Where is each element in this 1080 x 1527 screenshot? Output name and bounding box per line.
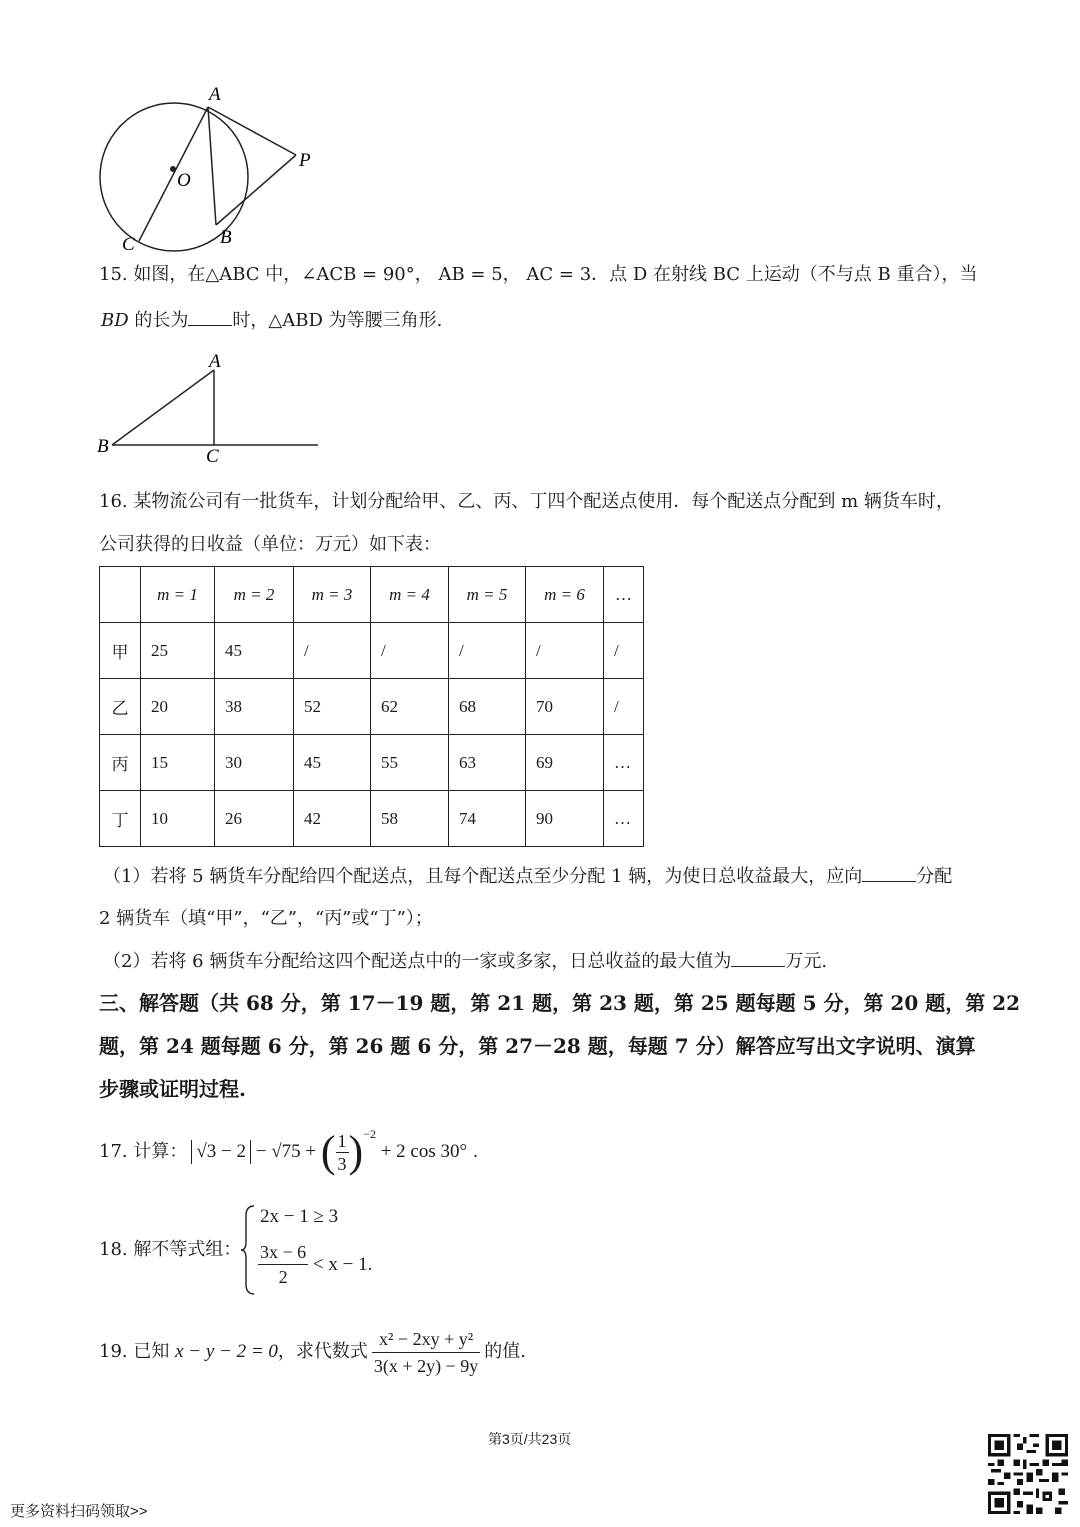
table-cell: / [449, 623, 526, 679]
table-cell: 45 [215, 623, 294, 679]
table-row [100, 679, 644, 735]
q19-mid: ，求代数式 [277, 1341, 368, 1362]
table-cell: … [604, 791, 644, 847]
q17-root: − √75 + [251, 1141, 321, 1162]
table-cell: 70 [526, 679, 604, 735]
table-row [100, 623, 644, 679]
label-o: O [177, 170, 191, 191]
q16-line2: 公司获得的日收益（单位：万元）如下表： [99, 534, 441, 555]
qr-code-icon[interactable] [988, 1434, 1068, 1514]
q18-frac-num: 3x − 6 [258, 1240, 308, 1265]
q16-sub2-answer-blank[interactable] [731, 948, 785, 967]
table-cell: 30 [215, 735, 294, 791]
q17-abs: √3 − 2 [191, 1140, 251, 1164]
table-cell: / [526, 623, 604, 679]
table-header-cell: m = 6 [526, 567, 604, 623]
table-cell: / [371, 623, 449, 679]
label-a: A [209, 351, 221, 372]
table-header-cell: m = 5 [449, 567, 526, 623]
label-b: B [220, 227, 232, 248]
table-cell: 74 [449, 791, 526, 847]
q19-tail: 的值. [484, 1341, 526, 1362]
q15-line2-tail: 时，△ABD 为等腰三角形. [232, 310, 443, 331]
q17-end: . [473, 1141, 478, 1162]
center-point [170, 166, 176, 172]
q17 [99, 1120, 478, 1184]
table-header-cell: m = 3 [294, 567, 371, 623]
q18-frac-den: 2 [278, 1267, 288, 1287]
table-cell: 10 [141, 791, 215, 847]
table-cell: 15 [141, 735, 215, 791]
table-cell: / [294, 623, 371, 679]
tangent-pa [208, 107, 296, 155]
q17-fraction [336, 1130, 349, 1175]
q19-fraction [372, 1326, 480, 1379]
q16-line1: 16. 某物流公司有一批货车，计划分配给甲、乙、丙、丁四个配送点使用．每个配送点分配到 m 辆货车时， [99, 491, 954, 512]
q18-fraction [258, 1240, 308, 1289]
table-header-cell: m = 1 [141, 567, 215, 623]
more-resources-link[interactable]: 更多资料扫码领取>> [10, 1503, 148, 1520]
q17-paren-right: ) [348, 1127, 364, 1176]
table-cell: 丙 [100, 735, 141, 791]
q19-frac-den: 3(x + 2y) − 9y [373, 1355, 479, 1376]
revenue-table [99, 566, 644, 847]
section3-line1: 三、解答题（共 68 分，第 17－19 题，第 21 题，第 23 题，第 25 题每题 5 分，第 20 题，第 22 [99, 991, 1021, 1015]
table-cell: 26 [215, 791, 294, 847]
q19-condition: x − y − 2 = 0 [175, 1341, 278, 1362]
q17-prefix: 17. 计算： [99, 1141, 188, 1162]
q15-line2 [101, 307, 442, 333]
q15-bd: BD [101, 310, 129, 331]
q17-exponent: −2 [363, 1127, 376, 1141]
table-cell: 69 [526, 735, 604, 791]
q16-sub2-text: （2）若将 6 辆货车分配给这四个配送点中的一家或多家，日总收益的最大值为 [103, 951, 732, 972]
q17-tail: + 2 cos 30° [375, 1141, 468, 1162]
label-a: A [209, 84, 221, 105]
table-cell: … [604, 735, 644, 791]
table-cell: 52 [294, 679, 371, 735]
diameter-ac [139, 107, 208, 241]
table-cell: 乙 [100, 679, 141, 735]
q16-sub1-tail: 分配 [916, 866, 953, 887]
circle-tangent-figure [88, 82, 328, 252]
table-cell: / [604, 679, 644, 735]
page-number: 第3页/共23页 [488, 1431, 572, 1447]
table-cell: 55 [371, 735, 449, 791]
table-cell: 90 [526, 791, 604, 847]
q17-frac-den: 3 [337, 1153, 347, 1174]
table-cell: 丁 [100, 791, 141, 847]
table-header-cell: … [604, 567, 644, 623]
section3-line2: 题，第 24 题每题 6 分，第 26 题 6 分，第 27－28 题，每题 7 分）解答应写出文字说明、演算 [99, 1034, 976, 1058]
q18-brace [240, 1204, 258, 1296]
q18-end: . [367, 1253, 373, 1275]
q19-prefix: 19. 已知 [99, 1341, 176, 1362]
q18-ineq2-tail: < x − 1 [308, 1253, 368, 1275]
table-cell: 45 [294, 735, 371, 791]
q16-sub1-line2: 2 辆货车（填“甲”，“乙”，“丙”或“丁”）； [99, 908, 433, 929]
q19 [99, 1320, 526, 1384]
table-cell: 42 [294, 791, 371, 847]
q16-sub2-tail: 万元. [785, 951, 828, 972]
table-cell: 58 [371, 791, 449, 847]
q18-prefix: 18. 解不等式组： [99, 1239, 242, 1260]
table-cell: 20 [141, 679, 215, 735]
table-header-cell: m = 2 [215, 567, 294, 623]
q15-answer-blank[interactable] [188, 307, 232, 326]
table-cell: 62 [371, 679, 449, 735]
table-cell: 63 [449, 735, 526, 791]
table-cell: 38 [215, 679, 294, 735]
table-row [100, 735, 644, 791]
q16-sub2 [103, 948, 827, 974]
section3-line3: 步骤或证明过程. [99, 1077, 246, 1101]
q16-sub1-text: （1）若将 5 辆货车分配给四个配送点，且每个配送点至少分配 1 辆，为使日总收益最大，应向 [103, 866, 863, 887]
q18-ineq2 [258, 1240, 372, 1289]
chord-ab [208, 107, 216, 225]
table-cell: 68 [449, 679, 526, 735]
triangle-figure [92, 348, 324, 468]
label-p: P [299, 150, 311, 171]
q16-sub1-line1 [103, 863, 952, 889]
q18-ineq1: 2x − 1 ≥ 3 [260, 1206, 339, 1227]
label-b: B [97, 436, 109, 457]
q17-paren-left: ( [320, 1127, 336, 1176]
label-c: C [206, 446, 219, 467]
q16-sub1-answer-blank[interactable] [862, 863, 916, 882]
table-row [100, 791, 644, 847]
table-cell: / [604, 623, 644, 679]
q15-line2-text: 的长为 [128, 310, 189, 331]
q17-frac-num: 1 [337, 1130, 347, 1151]
table-header-row [100, 567, 644, 623]
table-header-cell: m = 4 [371, 567, 449, 623]
table-cell: 25 [141, 623, 215, 679]
table-header-cell [100, 567, 141, 623]
tangent-pb [216, 155, 296, 225]
table-cell: 甲 [100, 623, 141, 679]
q19-frac-num: x² − 2xy + y² [372, 1326, 480, 1353]
label-c: C [122, 234, 135, 252]
q15-line1: 15. 如图，在△ABC 中，∠ACB = 90°， AB = 5， AC = 3．点 D 在射线 BC 上运动（不与点 B 重合），当 [99, 264, 978, 285]
side-ab [112, 370, 214, 445]
